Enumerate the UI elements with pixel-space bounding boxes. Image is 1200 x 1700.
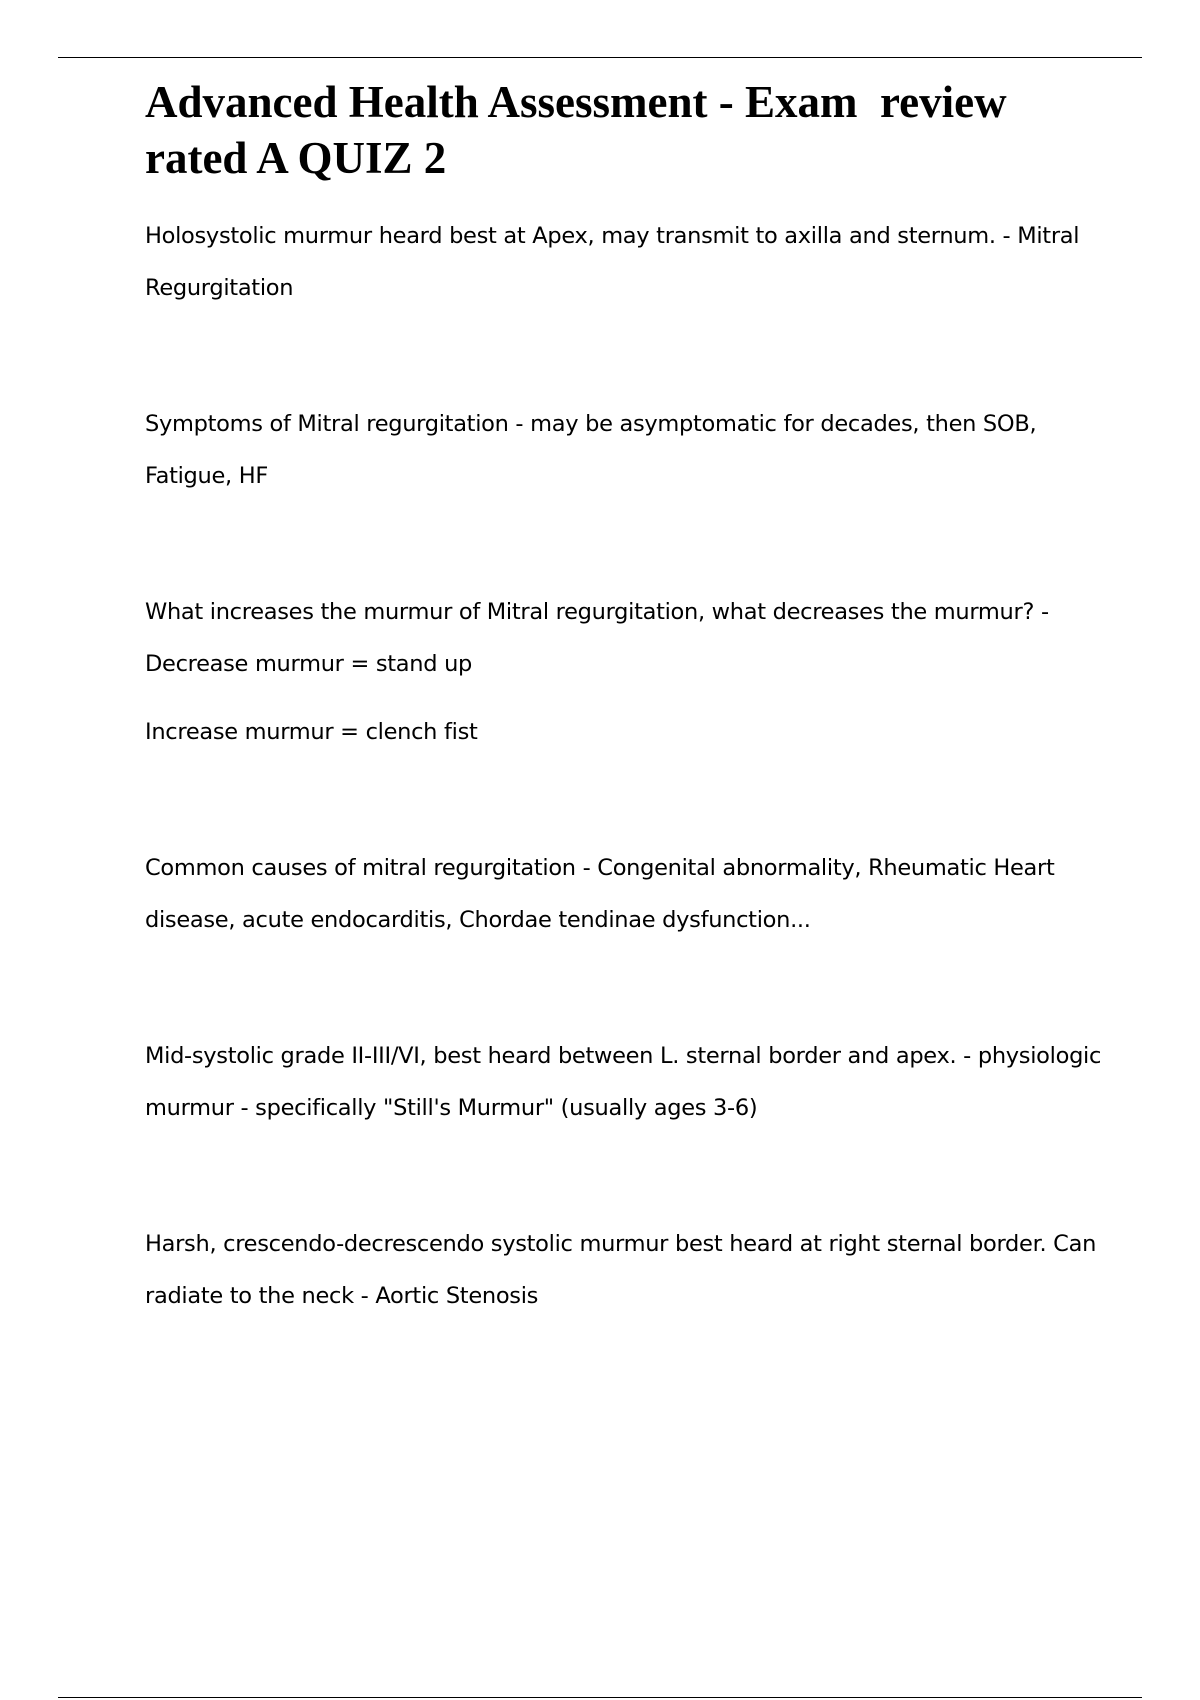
flashcard-text: Mid-systolic grade II-III/VI, best heard between L. sternal border and apex. - physiologic murmur - specifically "Still's Murmur" (usually ages 3-6) xyxy=(145,1043,1108,1121)
flashcard-text: Symptoms of Mitral regurgitation - may be asymptomatic for decades, then SOB, Fatigue, HF xyxy=(145,411,1044,489)
flashcard-4 xyxy=(145,842,1105,946)
flashcard-3 xyxy=(145,586,1105,758)
flashcard-text: Common causes of mitral regurgitation - Congenital abnormality, Rheumatic Heart disease, acute endocarditis, Chordae tendinae dysfunction... xyxy=(145,855,1062,933)
flashcard-2 xyxy=(145,398,1105,502)
document-body xyxy=(145,74,1108,1406)
flashcard-text: Increase murmur = clench fist xyxy=(145,719,478,745)
header-rule xyxy=(58,57,1142,58)
flashcard-text: What increases the murmur of Mitral regurgitation, what decreases the murmur? - Decrease murmur = stand up xyxy=(145,599,1056,677)
flashcard-1 xyxy=(145,210,1105,314)
document-title: Advanced Health Assessment - Exam review rated A QUIZ 2 xyxy=(145,77,1018,183)
flashcard-text: Harsh, crescendo-decrescendo systolic murmur best heard at right sternal border. Can radiate to the neck - Aortic Stenosis xyxy=(145,1231,1103,1309)
footer-rule xyxy=(58,1697,1142,1698)
flashcard-text: Holosystolic murmur heard best at Apex, may transmit to axilla and sternum. - Mitral Regurgitation xyxy=(145,223,1087,301)
flashcard-5 xyxy=(145,1030,1108,1134)
flashcard-6 xyxy=(145,1218,1105,1322)
